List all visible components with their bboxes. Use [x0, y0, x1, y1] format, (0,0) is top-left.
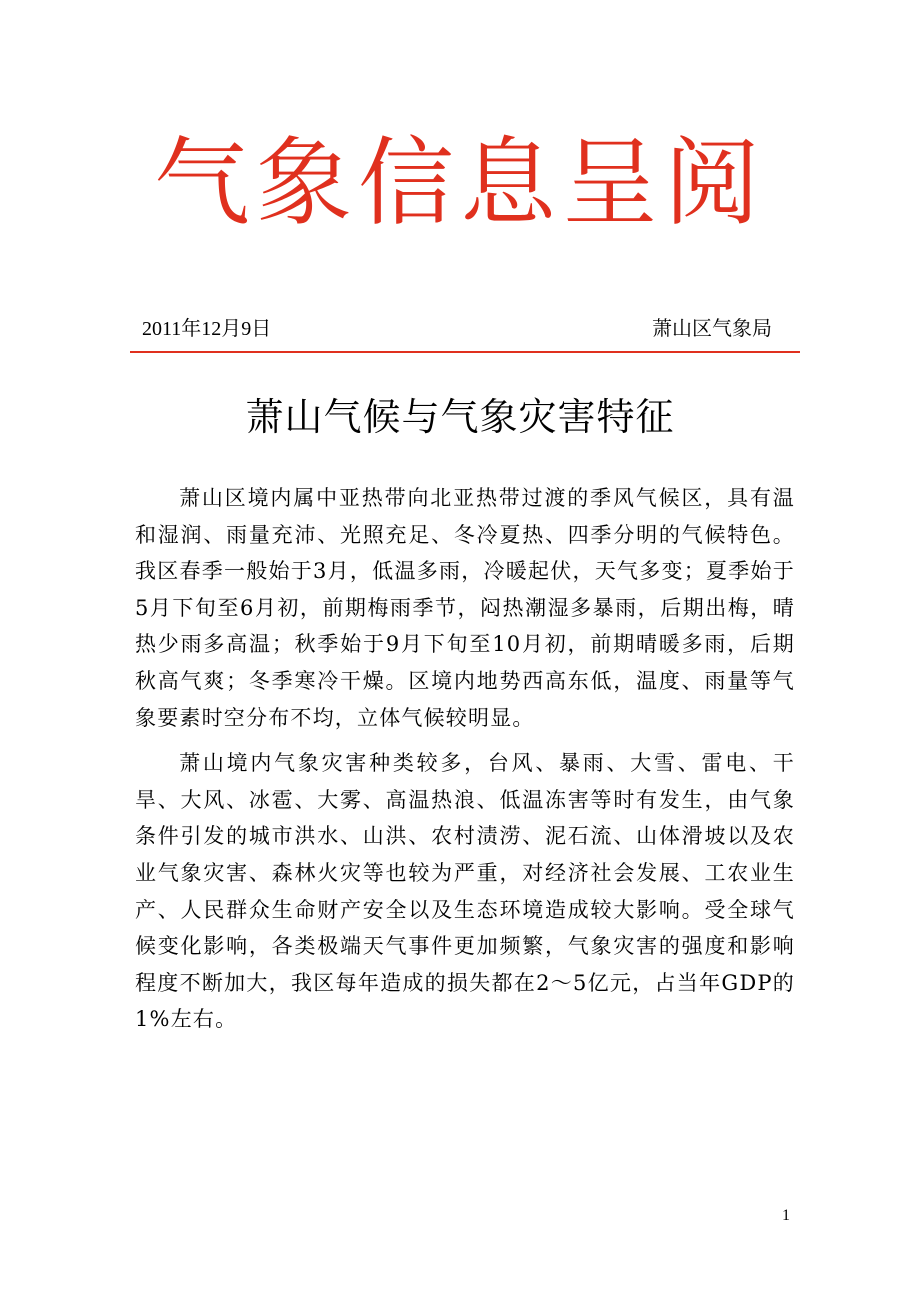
header-divider: [130, 351, 800, 353]
issue-date: 2011年12月9日: [142, 318, 272, 340]
document-title: 萧山气候与气象灾害特征: [245, 395, 675, 440]
page-number: 1: [782, 1207, 790, 1224]
document-body: [135, 480, 795, 1047]
masthead-title: 气象信息呈阅: [154, 127, 766, 239]
meta-row: [142, 314, 772, 344]
body-paragraph: 萧山境内气象灾害种类较多，台风、暴雨、大雪、雷电、干旱、大风、冰雹、大雾、高温热浪、低温冻害等时有发生，由气象条件引发的城市洪水、山洪、农村渍涝、泥石流、山体滑坡以及农业气象灾害、森林火灾等也较为严重，对经济社会发展、工农业生产、人民群众生命财产安全以及生态环境造成较大影响。受全球气候变化影响，各类极端天气事件更加频繁，气象灾害的强度和影响程度不断加大，我区每年造成的损失都在2～5亿元，占当年GDP的1%左右。: [135, 751, 795, 1032]
issuing-organization: 萧山区气象局: [652, 318, 772, 340]
body-paragraph: 萧山区境内属中亚热带向北亚热带过渡的季风气候区，具有温和湿润、雨量充沛、光照充足、冬冷夏热、四季分明的气候特色。我区春季一般始于3月，低温多雨，冷暖起伏，天气多变；夏季始于5月下旬至6月初，前期梅雨季节，闷热潮湿多暴雨，后期出梅，晴热少雨多高温；秋季始于9月下旬至10月初，前期晴暖多雨，后期秋高气爽；冬季寒冷干燥。区境内地势西高东低，温度、雨量等气象要素时空分布不均，立体气候较明显。: [135, 486, 795, 730]
